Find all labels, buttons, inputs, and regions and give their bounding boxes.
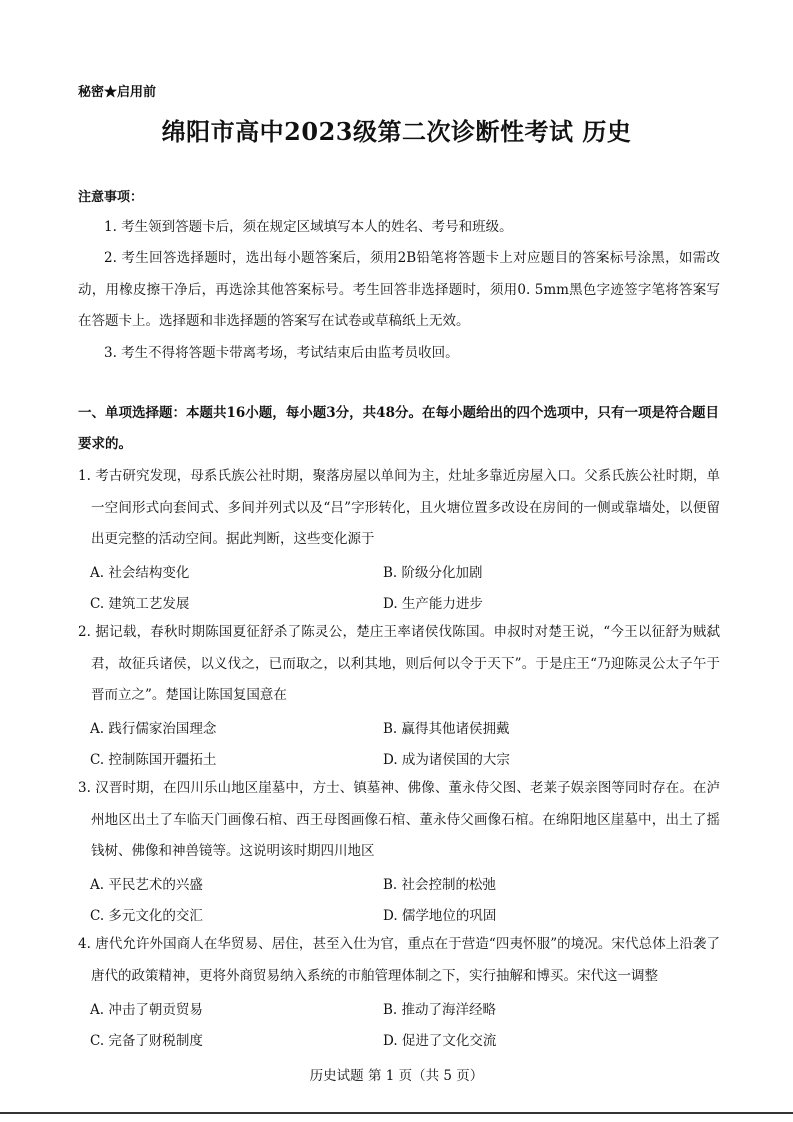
question-2-option-b[interactable]: B. 赢得其他诸侯拥戴 — [383, 721, 510, 737]
question-4-option-a[interactable]: A. 冲击了朝贡贸易 — [90, 1002, 203, 1018]
question-1-option-d[interactable]: D. 生产能力进步 — [383, 596, 483, 612]
exam-title: 绵阳市高中2023级第二次诊断性考试 历史 — [161, 117, 632, 146]
notice-heading: 注意事项： — [78, 190, 144, 205]
question-1-stem: 1. 考古研究发现，母系氏族公社时期，聚落房屋以单间为主，灶址多靠近房屋入口。父系氏族公社时期，单一空间形式向套间式、多间并列式以及“吕”字形转化，且火塘位置多改设在房间的一侧或靠墙处，以便留出更完整的活动空间。据此判断，这些变化源于 — [78, 468, 720, 547]
notice-item-2: 2. 考生回答选择题时，选出每小题答案后，须用2B铅笔将答题卡上对应题目的答案标号涂黑，如需改动，用橡皮擦干净后，再选涂其他答案标号。考生回答非选择题时，须用0. 5mm黑色字迹签字笔将答案写在答题卡上。选择题和非选择题的答案写在试卷或草稿纸上无效。 — [78, 250, 720, 329]
question-4-option-c[interactable]: C. 完备了财税制度 — [90, 1033, 203, 1049]
question-4-option-b[interactable]: B. 推动了海洋经略 — [383, 1002, 497, 1018]
question-3-option-d[interactable]: D. 儒学地位的巩固 — [383, 908, 497, 924]
question-1-option-b[interactable]: B. 阶级分化加剧 — [383, 565, 483, 581]
question-3-stem: 3. 汉晋时期，在四川乐山地区崖墓中，方士、镇墓神、佛像、董永侍父图、老莱子娱亲图等同时存在。在泸州地区出土了车临天门画像石棺、西王母图画像石棺、董永侍父画像石棺。在绵阳地区崖墓中，出土了摇钱树、佛像和神兽镜等。这说明该时期四川地区 — [78, 780, 720, 859]
notice-item-3: 3. 考生不得将答题卡带离考场，考试结束后由监考员收回。 — [104, 345, 459, 361]
notice-item-1: 1. 考生领到答题卡后，须在规定区域填写本人的姓名、考号和班级。 — [104, 219, 513, 235]
question-1-option-c[interactable]: C. 建筑工艺发展 — [90, 596, 190, 612]
question-3-option-c[interactable]: C. 多元文化的交汇 — [90, 908, 203, 924]
question-2-option-a[interactable]: A. 践行儒家治国理念 — [90, 721, 217, 737]
page-bottom-border — [0, 1112, 793, 1114]
question-1-option-a[interactable]: A. 社会结构变化 — [90, 565, 190, 581]
question-4-option-d[interactable]: D. 促进了文化交流 — [383, 1033, 497, 1049]
page-footer: 历史试题 第 1 页（共 5 页） — [309, 1068, 484, 1084]
question-4-stem: 4. 唐代允许外国商人在华贸易、居住，甚至入仕为官，重点在于营造“四夷怀服”的境况。宋代总体上沿袭了唐代的政策精神，更将外商贸易纳入系统的市舶管理体制之下，实行抽解和博买。宋代这一调整 — [78, 936, 720, 984]
question-3-option-b[interactable]: B. 社会控制的松弛 — [383, 877, 497, 893]
section-heading-single-choice: 一、单项选择题：本题共16小题，每小题3分，共48分。在每小题给出的四个选项中，只有一项是符合题目要求的。 — [78, 405, 719, 452]
question-2-option-d[interactable]: D. 成为诸侯国的大宗 — [383, 752, 510, 768]
question-2-option-c[interactable]: C. 控制陈国开疆拓土 — [90, 752, 217, 768]
question-3-option-a[interactable]: A. 平民艺术的兴盛 — [90, 877, 203, 893]
confidential-label: 秘密★启用前 — [78, 85, 157, 100]
question-2-stem: 2. 据记载，春秋时期陈国夏征舒杀了陈灵公，楚庄王率诸侯伐陈国。申叔时对楚王说，“今王以征舒为贼弑君，故征兵诸侯，以义伐之，已而取之，以利其地，则后何以令于天下”。于是庄王“乃迎陈灵公太子午于晋而立之”。楚国让陈国复国意在 — [78, 624, 720, 703]
